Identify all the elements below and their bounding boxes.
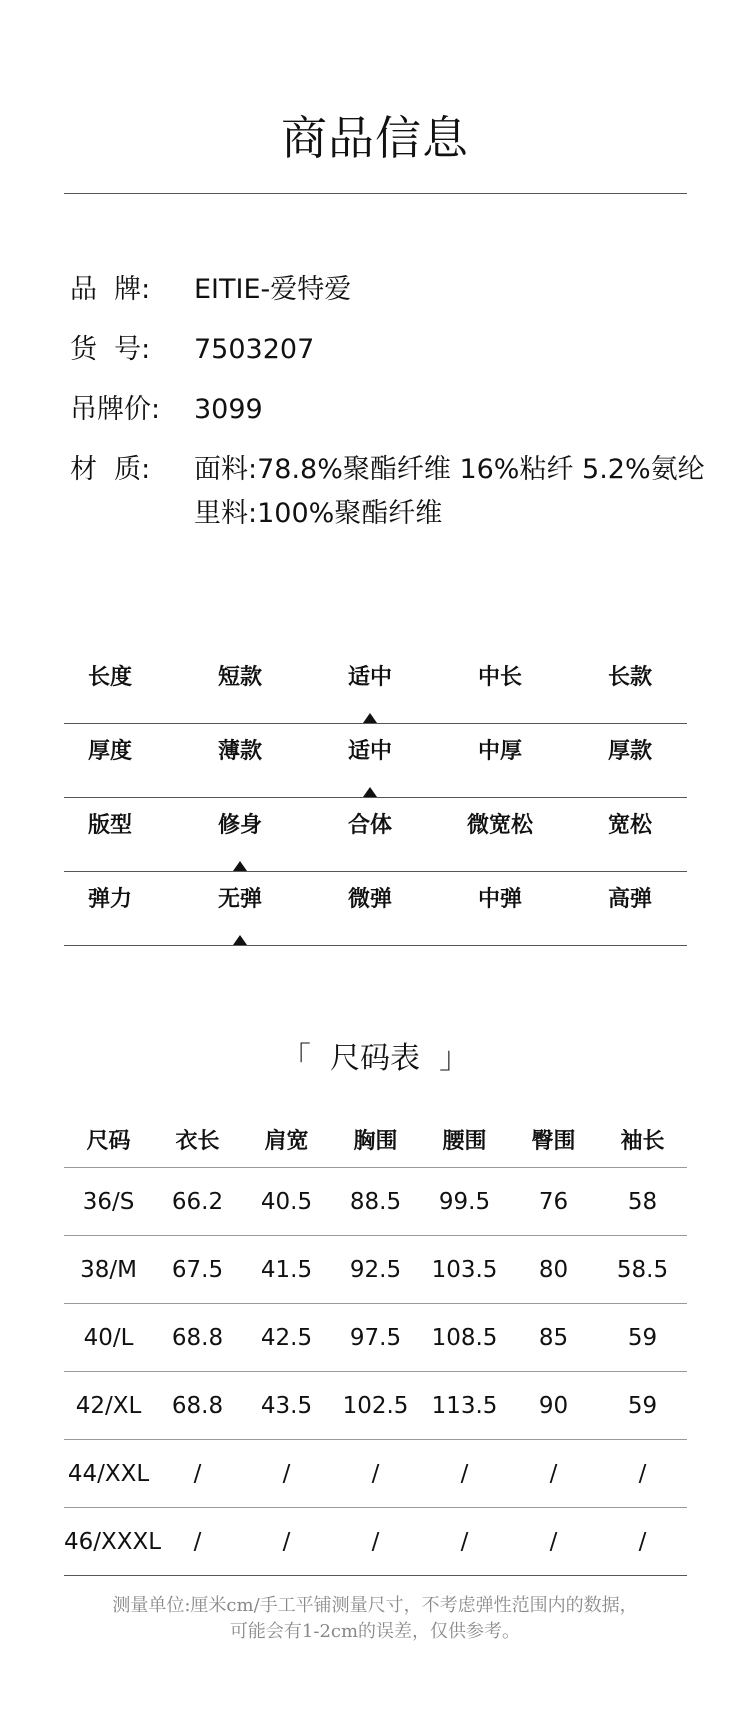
measurement-cell: 40.5 — [242, 1168, 331, 1236]
attribute-option: 适中 — [347, 665, 392, 690]
table-row — [64, 1236, 687, 1304]
measurement-cell: / — [598, 1440, 687, 1508]
info-row-price — [70, 388, 710, 432]
size-chart-table — [64, 1112, 687, 1576]
size-chart-title: 「 尺码表 」 — [280, 1041, 470, 1076]
measurement-cell: 59 — [598, 1372, 687, 1440]
size-chart-body — [64, 1168, 687, 1576]
size-chart-header-cell: 袖长 — [598, 1112, 687, 1168]
sku-value: 7503207 — [194, 334, 315, 365]
measurement-cell: 42.5 — [242, 1304, 331, 1372]
table-row — [64, 1168, 687, 1236]
measurement-cell: / — [331, 1508, 420, 1576]
material-value — [194, 448, 710, 536]
measurement-cell: 68.8 — [153, 1304, 242, 1372]
attribute-row — [64, 872, 687, 946]
price-label: 吊牌价: — [70, 394, 161, 425]
title-divider — [64, 193, 687, 194]
measurement-cell: 90 — [509, 1372, 598, 1440]
table-row — [64, 1372, 687, 1440]
attribute-option: 宽松 — [607, 813, 652, 838]
table-row — [64, 1304, 687, 1372]
measurement-cell: 99.5 — [420, 1168, 509, 1236]
size-chart-header-cell: 尺码 — [64, 1112, 153, 1168]
attribute-scales — [64, 650, 687, 946]
size-chart-header-cell: 衣长 — [153, 1112, 242, 1168]
attribute-name: 长度 — [87, 665, 132, 690]
size-label-cell: 38/M — [64, 1236, 153, 1304]
material-shell: 面料:78.8%聚酯纤维 16%粘纤 5.2%氨纶 — [194, 454, 705, 485]
price-value: 3099 — [194, 394, 263, 425]
sku-label: 货 号: — [70, 334, 151, 365]
attribute-row — [64, 798, 687, 872]
measurement-cell: 76 — [509, 1168, 598, 1236]
size-chart-header-row — [64, 1112, 687, 1168]
size-label-cell: 36/S — [64, 1168, 153, 1236]
measurement-cell: / — [598, 1508, 687, 1576]
measurement-note — [0, 1593, 750, 1645]
attribute-option: 高弹 — [607, 887, 652, 912]
attribute-option: 中长 — [477, 665, 522, 690]
measurement-cell: 59 — [598, 1304, 687, 1372]
measurement-cell: 113.5 — [420, 1372, 509, 1440]
attribute-option: 长款 — [607, 665, 652, 690]
size-chart-header-cell: 腰围 — [420, 1112, 509, 1168]
measurement-cell: 103.5 — [420, 1236, 509, 1304]
measurement-cell: 97.5 — [331, 1304, 420, 1372]
selected-marker-icon — [363, 713, 377, 723]
measurement-cell: 68.8 — [153, 1372, 242, 1440]
attribute-option: 短款 — [217, 665, 262, 690]
selected-marker-icon — [363, 787, 377, 797]
attribute-option: 中厚 — [477, 739, 522, 764]
material-label: 材 质: — [70, 454, 151, 485]
size-chart-header-cell: 肩宽 — [242, 1112, 331, 1168]
size-label-cell: 44/XXL — [64, 1440, 153, 1508]
brand-label: 品 牌: — [70, 274, 151, 305]
measurement-note-line1: 测量单位:厘米cm/手工平铺测量尺寸，不考虑弹性范围内的数据， — [112, 1595, 638, 1616]
info-row-material — [70, 448, 710, 536]
measurement-cell: / — [153, 1508, 242, 1576]
attribute-option: 微弹 — [347, 887, 392, 912]
page-title: 商品信息 — [281, 111, 469, 165]
table-row — [64, 1508, 687, 1576]
measurement-cell: 67.5 — [153, 1236, 242, 1304]
measurement-cell: 85 — [509, 1304, 598, 1372]
product-info — [70, 268, 710, 552]
attribute-name: 版型 — [87, 813, 132, 838]
attribute-row — [64, 724, 687, 798]
attribute-row — [64, 650, 687, 724]
measurement-cell: / — [331, 1440, 420, 1508]
attribute-name: 厚度 — [87, 739, 132, 764]
size-label-cell: 42/XL — [64, 1372, 153, 1440]
measurement-cell: 58 — [598, 1168, 687, 1236]
size-chart-header-cell: 臀围 — [509, 1112, 598, 1168]
attribute-option: 合体 — [347, 813, 392, 838]
info-row-brand — [70, 268, 710, 312]
size-chart-header-cell: 胸围 — [331, 1112, 420, 1168]
measurement-cell: / — [153, 1440, 242, 1508]
measurement-cell: 41.5 — [242, 1236, 331, 1304]
measurement-cell: / — [242, 1508, 331, 1576]
attribute-option: 中弹 — [477, 887, 522, 912]
table-row — [64, 1440, 687, 1508]
brand-value: EITIE-爱特爱 — [194, 274, 352, 305]
measurement-cell: / — [420, 1508, 509, 1576]
selected-marker-icon — [233, 861, 247, 871]
measurement-cell: 88.5 — [331, 1168, 420, 1236]
measurement-note-line2: 可能会有1-2cm的误差，仅供参考。 — [229, 1621, 521, 1642]
size-label-cell: 40/L — [64, 1304, 153, 1372]
material-lining: 里料:100%聚酯纤维 — [194, 498, 443, 529]
size-label-cell: 46/XXXL — [64, 1508, 153, 1576]
attribute-option: 修身 — [217, 813, 262, 838]
measurement-cell: 102.5 — [331, 1372, 420, 1440]
measurement-cell: / — [420, 1440, 509, 1508]
measurement-cell: 66.2 — [153, 1168, 242, 1236]
measurement-cell: / — [509, 1440, 598, 1508]
attribute-option: 适中 — [347, 739, 392, 764]
attribute-option: 无弹 — [217, 887, 262, 912]
measurement-cell: 92.5 — [331, 1236, 420, 1304]
measurement-cell: 80 — [509, 1236, 598, 1304]
attribute-name: 弹力 — [87, 887, 132, 912]
measurement-cell: 58.5 — [598, 1236, 687, 1304]
measurement-cell: / — [242, 1440, 331, 1508]
measurement-cell: 108.5 — [420, 1304, 509, 1372]
info-row-sku — [70, 328, 710, 372]
measurement-cell: 43.5 — [242, 1372, 331, 1440]
attribute-option: 微宽松 — [466, 813, 533, 838]
selected-marker-icon — [233, 935, 247, 945]
measurement-cell: / — [509, 1508, 598, 1576]
attribute-option: 薄款 — [217, 739, 262, 764]
attribute-option: 厚款 — [607, 739, 652, 764]
